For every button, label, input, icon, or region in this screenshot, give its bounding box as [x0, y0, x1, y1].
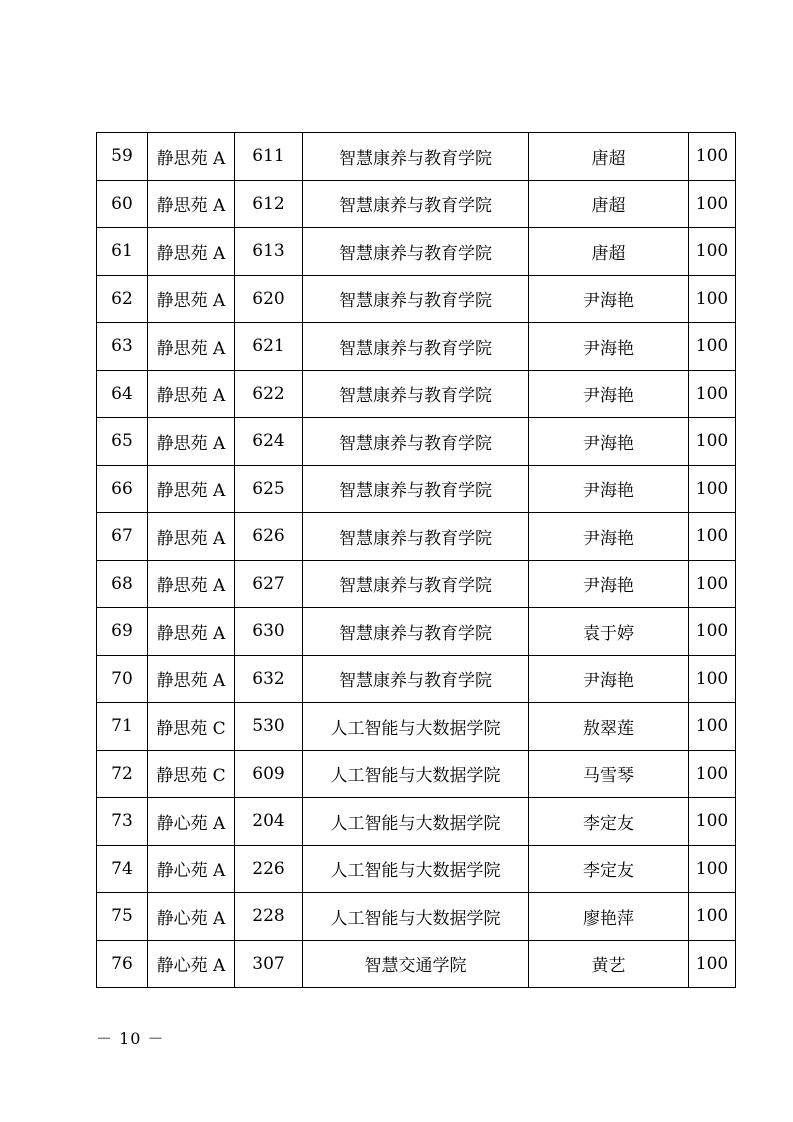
room-number-cell: 204	[235, 798, 303, 846]
room-number-cell: 613	[235, 228, 303, 276]
room-number-cell: 632	[235, 655, 303, 703]
college-cell: 人工智能与大数据学院	[303, 703, 529, 751]
row-index-cell: 70	[97, 655, 148, 703]
counselor-cell: 尹海艳	[529, 560, 689, 608]
building-cell: 静思苑 A	[148, 418, 235, 466]
row-index-cell: 65	[97, 418, 148, 466]
building-cell: 静思苑 C	[148, 703, 235, 751]
counselor-cell: 唐超	[529, 133, 689, 181]
college-cell: 人工智能与大数据学院	[303, 845, 529, 893]
score-cell: 100	[689, 275, 736, 323]
counselor-cell: 袁于婷	[529, 608, 689, 656]
room-number-cell: 627	[235, 560, 303, 608]
building-cell: 静思苑 A	[148, 608, 235, 656]
college-cell: 智慧康养与教育学院	[303, 133, 529, 181]
row-index-cell: 60	[97, 180, 148, 228]
college-cell: 人工智能与大数据学院	[303, 750, 529, 798]
row-index-cell: 66	[97, 465, 148, 513]
score-cell: 100	[689, 370, 736, 418]
counselor-cell: 敖翠莲	[529, 703, 689, 751]
row-index-cell: 71	[97, 703, 148, 751]
row-index-cell: 63	[97, 323, 148, 371]
building-cell: 静思苑 A	[148, 275, 235, 323]
building-cell: 静思苑 A	[148, 513, 235, 561]
score-cell: 100	[689, 798, 736, 846]
table-row	[97, 418, 736, 466]
score-cell: 100	[689, 940, 736, 988]
building-cell: 静心苑 A	[148, 845, 235, 893]
counselor-cell: 尹海艳	[529, 370, 689, 418]
college-cell: 智慧康养与教育学院	[303, 655, 529, 703]
row-index-cell: 74	[97, 845, 148, 893]
room-number-cell: 630	[235, 608, 303, 656]
college-cell: 智慧康养与教育学院	[303, 560, 529, 608]
score-cell: 100	[689, 133, 736, 181]
counselor-cell: 李定友	[529, 798, 689, 846]
counselor-cell: 廖艳萍	[529, 893, 689, 941]
table-row	[97, 370, 736, 418]
room-number-cell: 624	[235, 418, 303, 466]
score-cell: 100	[689, 228, 736, 276]
table-row	[97, 845, 736, 893]
score-cell: 100	[689, 513, 736, 561]
college-cell: 人工智能与大数据学院	[303, 893, 529, 941]
score-cell: 100	[689, 703, 736, 751]
counselor-cell: 尹海艳	[529, 323, 689, 371]
building-cell: 静思苑 A	[148, 228, 235, 276]
score-cell: 100	[689, 845, 736, 893]
table-row	[97, 323, 736, 371]
room-number-cell: 307	[235, 940, 303, 988]
college-cell: 智慧康养与教育学院	[303, 418, 529, 466]
score-cell: 100	[689, 608, 736, 656]
row-index-cell: 76	[97, 940, 148, 988]
building-cell: 静思苑 A	[148, 370, 235, 418]
building-cell: 静思苑 C	[148, 750, 235, 798]
row-index-cell: 68	[97, 560, 148, 608]
table-row	[97, 275, 736, 323]
score-cell: 100	[689, 323, 736, 371]
college-cell: 智慧康养与教育学院	[303, 608, 529, 656]
row-index-cell: 61	[97, 228, 148, 276]
row-index-cell: 67	[97, 513, 148, 561]
college-cell: 智慧康养与教育学院	[303, 180, 529, 228]
score-cell: 100	[689, 750, 736, 798]
building-cell: 静思苑 A	[148, 465, 235, 513]
table-row	[97, 560, 736, 608]
building-cell: 静思苑 A	[148, 655, 235, 703]
row-index-cell: 75	[97, 893, 148, 941]
building-cell: 静思苑 A	[148, 133, 235, 181]
table-row	[97, 893, 736, 941]
row-index-cell: 62	[97, 275, 148, 323]
college-cell: 人工智能与大数据学院	[303, 798, 529, 846]
college-cell: 智慧康养与教育学院	[303, 228, 529, 276]
counselor-cell: 黄艺	[529, 940, 689, 988]
counselor-cell: 尹海艳	[529, 418, 689, 466]
college-cell: 智慧康养与教育学院	[303, 275, 529, 323]
college-cell: 智慧康养与教育学院	[303, 465, 529, 513]
score-cell: 100	[689, 893, 736, 941]
score-cell: 100	[689, 560, 736, 608]
room-number-cell: 621	[235, 323, 303, 371]
room-number-cell: 626	[235, 513, 303, 561]
page-number: － 10 －	[96, 1029, 165, 1048]
table-row	[97, 133, 736, 181]
room-number-cell: 622	[235, 370, 303, 418]
building-cell: 静心苑 A	[148, 940, 235, 988]
table-row	[97, 940, 736, 988]
score-cell: 100	[689, 465, 736, 513]
counselor-cell: 尹海艳	[529, 513, 689, 561]
room-number-cell: 226	[235, 845, 303, 893]
room-number-cell: 609	[235, 750, 303, 798]
college-cell: 智慧康养与教育学院	[303, 323, 529, 371]
building-cell: 静心苑 A	[148, 798, 235, 846]
college-cell: 智慧康养与教育学院	[303, 370, 529, 418]
building-cell: 静思苑 A	[148, 180, 235, 228]
counselor-cell: 唐超	[529, 180, 689, 228]
row-index-cell: 59	[97, 133, 148, 181]
table-row	[97, 228, 736, 276]
counselor-cell: 尹海艳	[529, 275, 689, 323]
dormitory-score-table	[96, 132, 736, 988]
row-index-cell: 73	[97, 798, 148, 846]
building-cell: 静思苑 A	[148, 560, 235, 608]
counselor-cell: 尹海艳	[529, 655, 689, 703]
row-index-cell: 64	[97, 370, 148, 418]
score-cell: 100	[689, 418, 736, 466]
room-number-cell: 612	[235, 180, 303, 228]
row-index-cell: 72	[97, 750, 148, 798]
room-number-cell: 620	[235, 275, 303, 323]
table-row	[97, 513, 736, 561]
table-row	[97, 608, 736, 656]
row-index-cell: 69	[97, 608, 148, 656]
room-number-cell: 611	[235, 133, 303, 181]
table-body	[97, 133, 736, 988]
table-row	[97, 798, 736, 846]
counselor-cell: 马雪琴	[529, 750, 689, 798]
score-cell: 100	[689, 180, 736, 228]
table-row	[97, 750, 736, 798]
college-cell: 智慧交通学院	[303, 940, 529, 988]
building-cell: 静思苑 A	[148, 323, 235, 371]
table-row	[97, 180, 736, 228]
score-cell: 100	[689, 655, 736, 703]
counselor-cell: 李定友	[529, 845, 689, 893]
table-row	[97, 465, 736, 513]
room-number-cell: 530	[235, 703, 303, 751]
college-cell: 智慧康养与教育学院	[303, 513, 529, 561]
room-number-cell: 228	[235, 893, 303, 941]
room-number-cell: 625	[235, 465, 303, 513]
counselor-cell: 唐超	[529, 228, 689, 276]
counselor-cell: 尹海艳	[529, 465, 689, 513]
building-cell: 静心苑 A	[148, 893, 235, 941]
table-row	[97, 703, 736, 751]
table-row	[97, 655, 736, 703]
